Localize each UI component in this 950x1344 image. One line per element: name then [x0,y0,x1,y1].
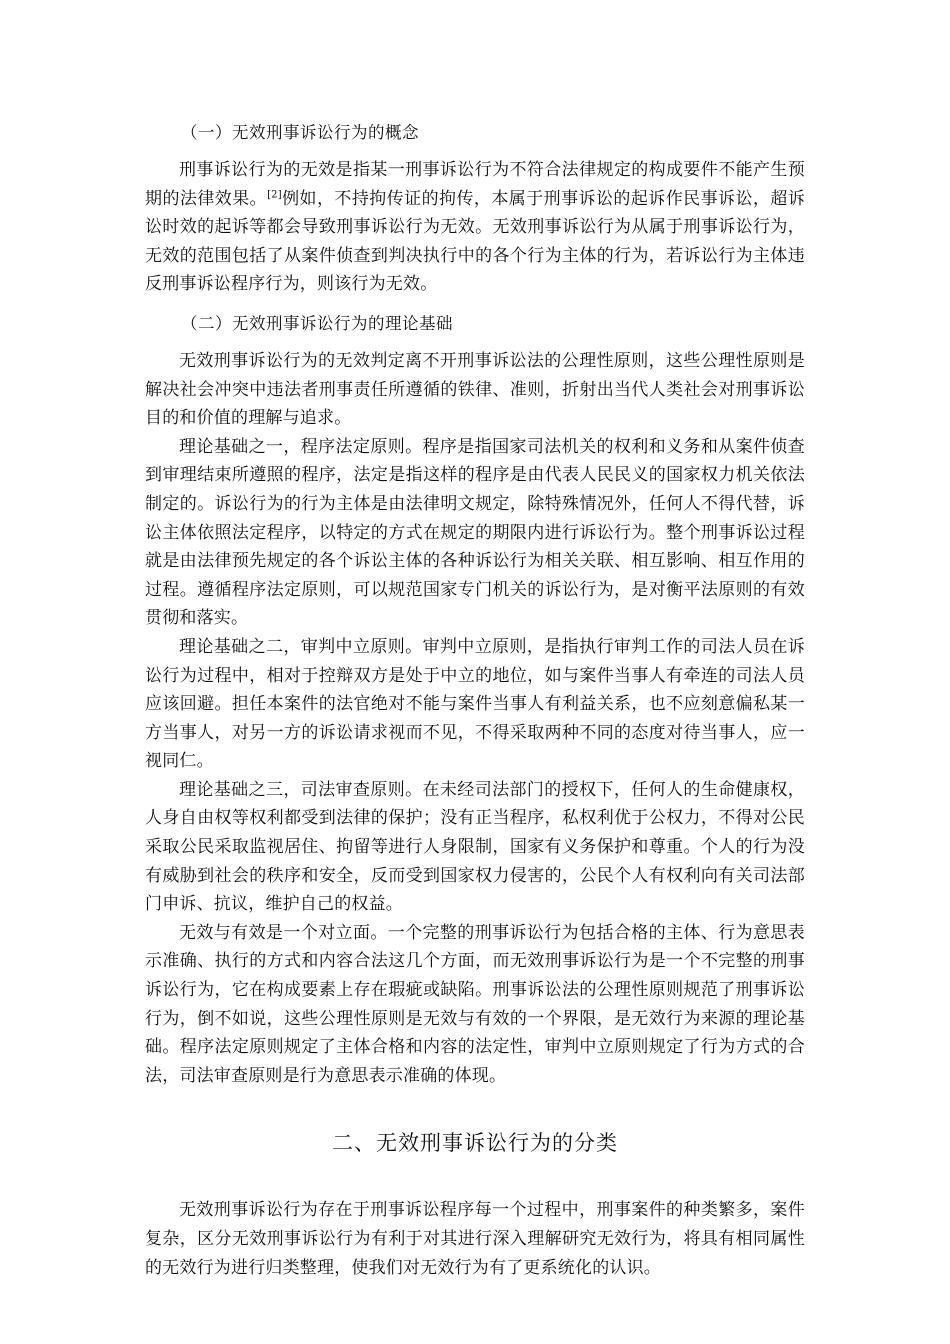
section-title-classification: 二、无效刑事诉讼行为的分类 [332,1131,618,1156]
paragraph-basis-one: 理论基础之一，程序法定原则。程序是指国家司法机关的权利和义务和从案件侦查到审理结束所遵照的程序，法定是指这样的程序是由代表人民民义的国家权力机关依法制定的。诉讼行为的行为主体是由法律明文规定，除特殊情况外，任何人不得代替，诉讼主体依照法定程序，以特定的方式在规定的期限内进行诉讼行为。整个刑事诉讼过程就是由法律预先规定的各个诉讼主体的各种诉讼行为相关关联、相互影响、相互作用的过程。遵循程序法定原则，可以规范国家专门机关的诉讼行为，是对衡平法原则的有效贯彻和落实。 [145,436,805,629]
paragraph-classification-intro: 无效刑事诉讼行为存在于刑事诉讼程序每一个过程中，刑事案件的种类繁多，案件复杂，区分无效刑事诉讼行为有利于对其进行深入理解研究无效行为，将具有相同属性的无效行为进行归类整理，使我们对无效行为有了更系统化的认识。 [145,1200,805,1278]
document-page [145,118,805,1282]
citation-reference: [2] [267,188,282,200]
paragraph-concept-text-2: 例如，不持拘传证的拘传，本属于刑事诉讼的起诉作民事诉讼，超诉讼时效的起诉等都会导致刑事诉讼行为无效。无效刑事诉讼行为从属于刑事诉讼行为，无效的范围包括了从案件侦查到判决执行中的各个行为主体的行为，若诉讼行为主体违反刑事诉讼程序行为，则该行为无效。 [145,188,806,295]
paragraph-valid-invalid: 无效与有效是一个对立面。一个完整的刑事诉讼行为包括合格的主体、行为意思表示准确、执行的方式和内容合法这几个方面，而无效刑事诉讼行为是一个不完整的刑事诉讼行为，它在构成要素上存在瑕疵或缺陷。刑事诉讼法的公理性原则规范了刑事诉讼行为，倒不如说，这些公理性原则是无效与有效的一个界限，是无效行为来源的理论基础。程序法定原则规定了主体合格和内容的法定性，审判中立原则规定了行为方式的合法，司法审查原则是行为意思表示准确的体现。 [145,922,805,1086]
paragraph-basis-intro: 无效刑事诉讼行为的无效判定离不开刑事诉讼法的公理性原则，这些公理性原则是解决社会冲突中违法者刑事责任所遵循的铁律、准则，折射出当代人类社会对刑事诉讼目的和价值的理解与追求。 [145,350,805,429]
subheading-concept: （一）无效刑事诉讼行为的概念 [181,123,419,142]
subheading-theoretical-basis: （二）无效刑事诉讼行为的理论基础 [181,313,453,333]
paragraph-basis-three: 理论基础之三，司法审查原则。在未经司法部门的授权下，任何人的生命健康权，人身自由权等权利都受到法律的保护；没有正当程序，私权利优于公权力，不得对公民采取公民采取监视居住、拘留等进行人身限制，国家有义务保护和尊重。个人的行为没有威胁到社会的秩序和安全，反而受到国家权力侵害的，公民个人有权利向有关司法部门申诉、抗议，维护自己的权益。 [145,779,805,915]
paragraph-concept [145,156,805,299]
paragraph-basis-two: 理论基础之二，审判中立原则。审判中立原则，是指执行审判工作的司法人员在诉讼行为过程中，相对于控辩双方是处于中立的地位，如与案件当事人有牵连的司法人员应该回避。担任本案件的法官绝对不能与案件当事人有利益关系，也不应刻意偏私某一方当事人，对另一方的诉讼请求视而不见，不得采取两种不同的态度对待当事人，应一视同仁。 [145,636,805,772]
paragraph-concept-text-1: 刑事诉讼行为的无效是指某一刑事诉讼行为不符合法律规定的构成要件不能产生预期的法律效果。 [145,160,805,209]
